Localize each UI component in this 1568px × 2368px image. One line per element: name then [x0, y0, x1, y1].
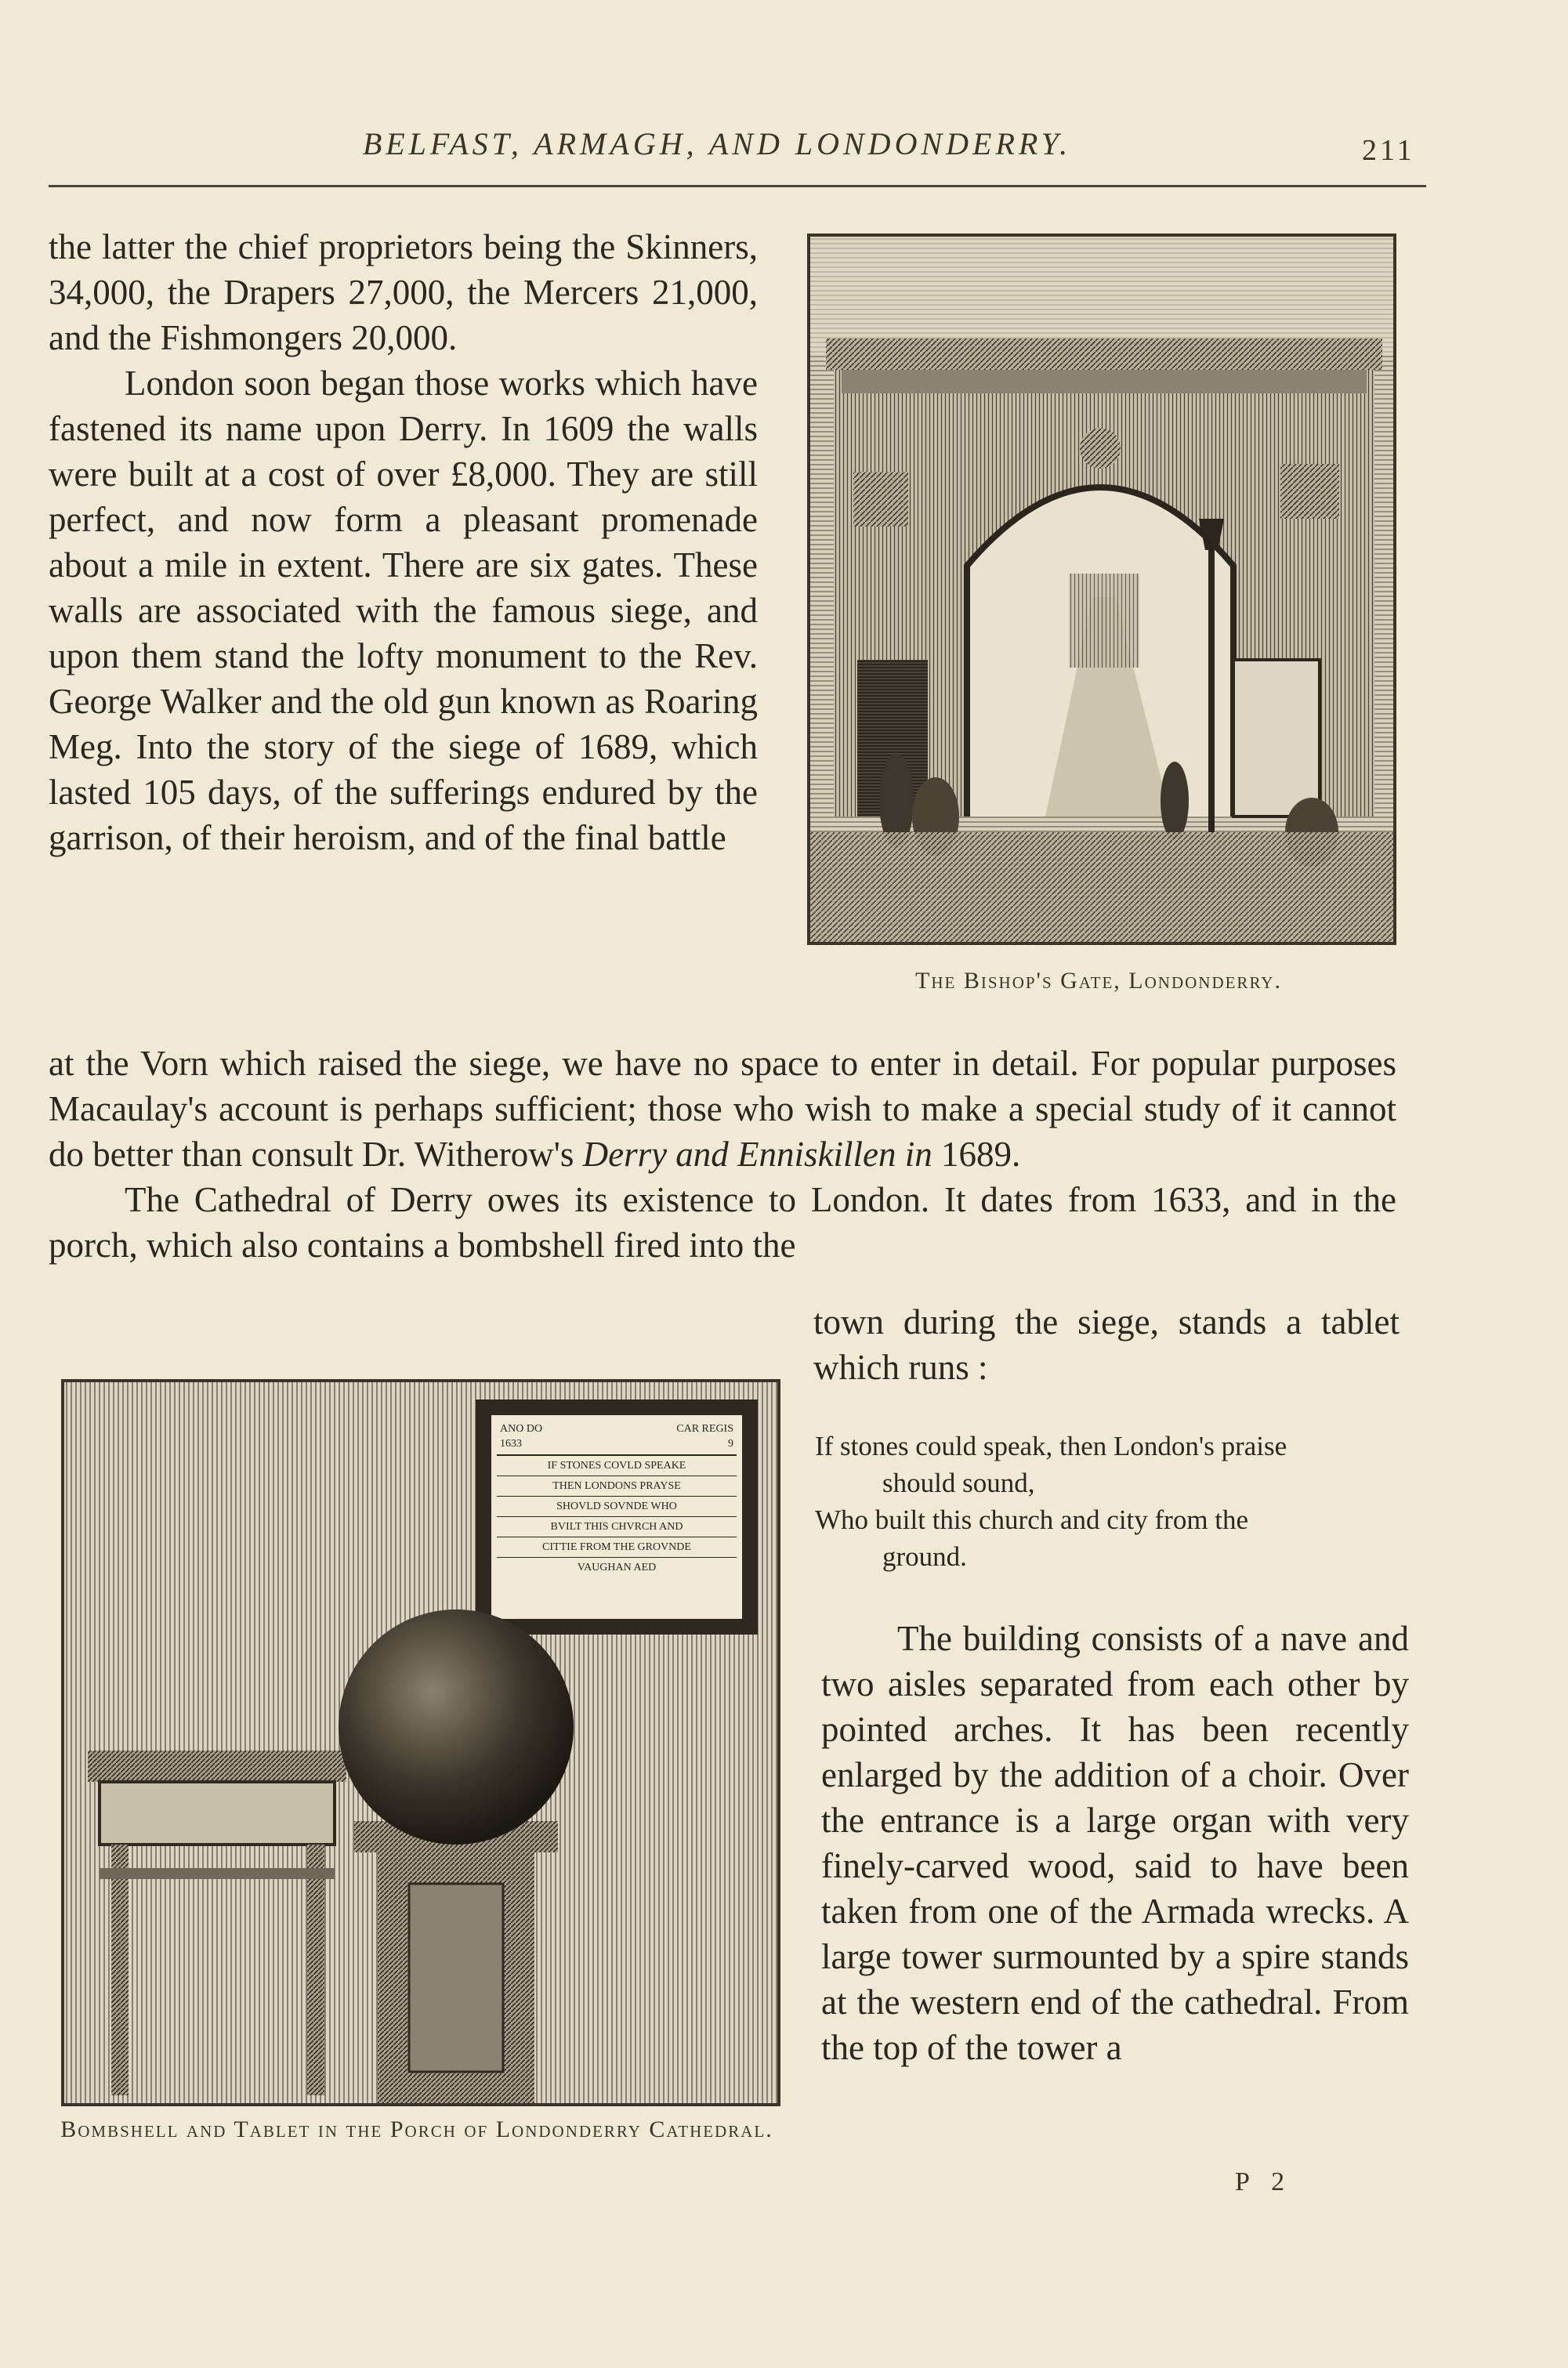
tablet-verse [815, 1428, 1401, 1575]
text-column-top [49, 224, 758, 860]
tablet-line: THEN LONDONS PRAYSE [497, 1476, 737, 1497]
tablet-right-cell [676, 1421, 733, 1451]
paragraph-3: The Cathedral of Derry owes its existence to London. It dates from 1633, and in the porch, which also contains a bombshell fired into the [49, 1180, 1396, 1265]
paragraph-2-continued [49, 1041, 1396, 1177]
bishops-gate-engraving [810, 237, 1393, 942]
tablet-year: 1633 [500, 1438, 522, 1450]
tablet-line: CITTIE FROM THE GROVNDE [497, 1537, 737, 1558]
tablet-date-row [497, 1420, 737, 1456]
verse-line: should sound, [882, 1468, 1035, 1498]
tablet-inscription [497, 1420, 737, 1614]
header-rule [49, 185, 1426, 187]
text-full-width [49, 1041, 1396, 1268]
bishops-gate-illustration [807, 234, 1396, 945]
tablet-car-regis: CAR REGIS [676, 1423, 733, 1435]
tablet-anno: ANO DO [500, 1423, 543, 1435]
verse-line: If stones could speak, then London's praise [815, 1431, 1287, 1461]
tablet-line: VAUGHAN AED [577, 1562, 657, 1573]
tablet-line: BVILT THIS CHVRCH AND [497, 1517, 737, 1537]
paragraph-4: The building consists of a nave and two aisles separated from each other by pointed arches. It has been recently enlarged by the addition of a choir. Over the entrance is a large organ with very finely-carved wood, said to have been taken from one of the Armada wrecks. A large tower surmounted by a spire stands at the western end of the cathedral. From the top of the tower a [821, 1619, 1409, 2067]
tablet-left-cell [500, 1421, 542, 1451]
paragraph-2-end: 1689. [932, 1135, 1021, 1174]
tablet-line: IF STONES COVLD SPEAKE [497, 1456, 737, 1476]
signature-mark: P 2 [1235, 2167, 1293, 2196]
verse-line: Who built this church and city from the [815, 1504, 1249, 1535]
bishops-gate-caption: The Bishop's Gate, Londonderry. [915, 968, 1282, 994]
tablet-line: SHOVLD SOVNDE WHO [497, 1497, 737, 1517]
book-title: Derry and Enniskillen in [582, 1135, 932, 1174]
bombshell-tablet-illustration [61, 1379, 780, 2106]
paragraph-3-continued: town during the siege, stands a tablet which runs : [813, 1302, 1400, 1387]
paragraph-2: London soon began those works which have fastened its name upon Derry. In 1609 the walls were built at a cost of over £8,000. They are still perfect, and now form a pleasant promenade about a mile in extent. There are six gates. These walls are associated with the famous siege, and upon them stand the lofty monument to the Rev. George Walker and the old gun known as Roaring Meg. Into the story of the siege of 1689, which lasted 105 days, of the sufferings endured by the garrison, of their heroism, and of the final battle [49, 364, 758, 857]
bombshell-caption: Bombshell and Tablet in the Porch of Londonderry Cathedral. [60, 2116, 773, 2142]
running-head: BELFAST, ARMAGH, AND LONDONDERRY. [362, 126, 1072, 161]
tablet-regnal-year: 9 [728, 1438, 733, 1450]
paragraph-2-cont-text: at the Vorn which raised the siege, we have no space to enter in detail. For popular purposes Macaulay's account is perhaps sufficient; those who wish to make a special study of it cannot do better than consult Dr. Witherow's [49, 1044, 1396, 1174]
page-number: 211 [1362, 134, 1415, 167]
paragraph-1: the latter the chief proprietors being the Skinners, 34,000, the Drapers 27,000, the Mercers 21,000, and the Fishmongers 20,000. [49, 227, 758, 357]
verse-line: ground. [882, 1541, 967, 1572]
